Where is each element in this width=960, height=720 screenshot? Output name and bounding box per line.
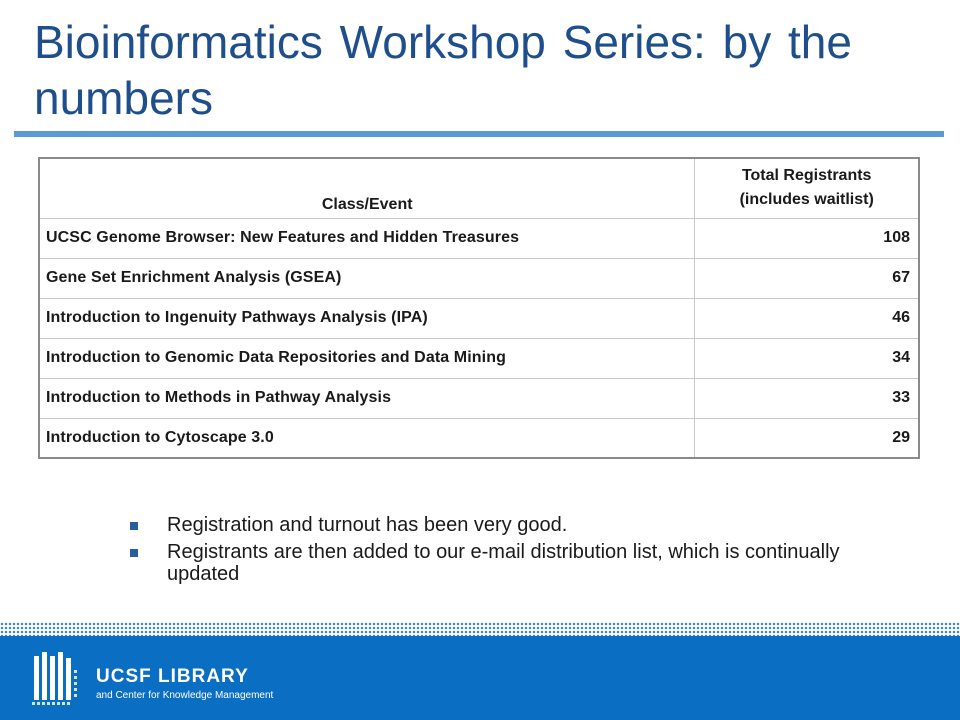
event-cell: Introduction to Cytoscape 3.0	[39, 418, 695, 458]
bullet-list	[130, 514, 890, 590]
bullet-item	[130, 514, 890, 536]
square-bullet-icon	[130, 549, 138, 557]
registrants-table	[38, 157, 920, 459]
total-cell: 34	[695, 338, 919, 378]
total-cell: 67	[695, 258, 919, 298]
event-cell: Introduction to Ingenuity Pathways Analysis (IPA)	[39, 298, 695, 338]
total-cell: 29	[695, 418, 919, 458]
event-cell: UCSC Genome Browser: New Features and Hidden Treasures	[39, 218, 695, 258]
header-total-line2: (includes waitlist)	[739, 191, 874, 209]
logo-name: UCSF LIBRARY	[96, 666, 249, 687]
table-header-row	[39, 158, 919, 218]
table-row	[39, 418, 919, 458]
dotted-divider	[0, 622, 960, 636]
table-row	[39, 218, 919, 258]
header-class-event: Class/Event	[39, 158, 695, 218]
slide-title: Bioinformatics Workshop Series: by the numbers	[34, 16, 852, 124]
event-cell: Introduction to Methods in Pathway Analysis	[39, 378, 695, 418]
bullet-text: Registration and turnout has been very good.	[167, 514, 568, 536]
table-row	[39, 378, 919, 418]
event-cell: Introduction to Genomic Data Repositories and Data Mining	[39, 338, 695, 378]
table-row	[39, 258, 919, 298]
bullet-item	[130, 541, 890, 585]
footer-band	[0, 636, 960, 720]
event-cell: Gene Set Enrichment Analysis (GSEA)	[39, 258, 695, 298]
header-total-registrants	[695, 158, 919, 218]
header-total-line1: Total Registrants	[741, 167, 872, 185]
total-cell: 46	[695, 298, 919, 338]
bullet-text: Registrants are then added to our e-mail distribution list, which is continually updated	[167, 541, 840, 585]
logo-subtitle: and Center for Knowledge Management	[96, 690, 274, 701]
square-bullet-icon	[130, 522, 138, 530]
table-row	[39, 338, 919, 378]
title-divider	[14, 131, 944, 137]
total-cell: 33	[695, 378, 919, 418]
table-row	[39, 298, 919, 338]
ucsf-library-logo-icon	[30, 650, 88, 708]
total-cell: 108	[695, 218, 919, 258]
